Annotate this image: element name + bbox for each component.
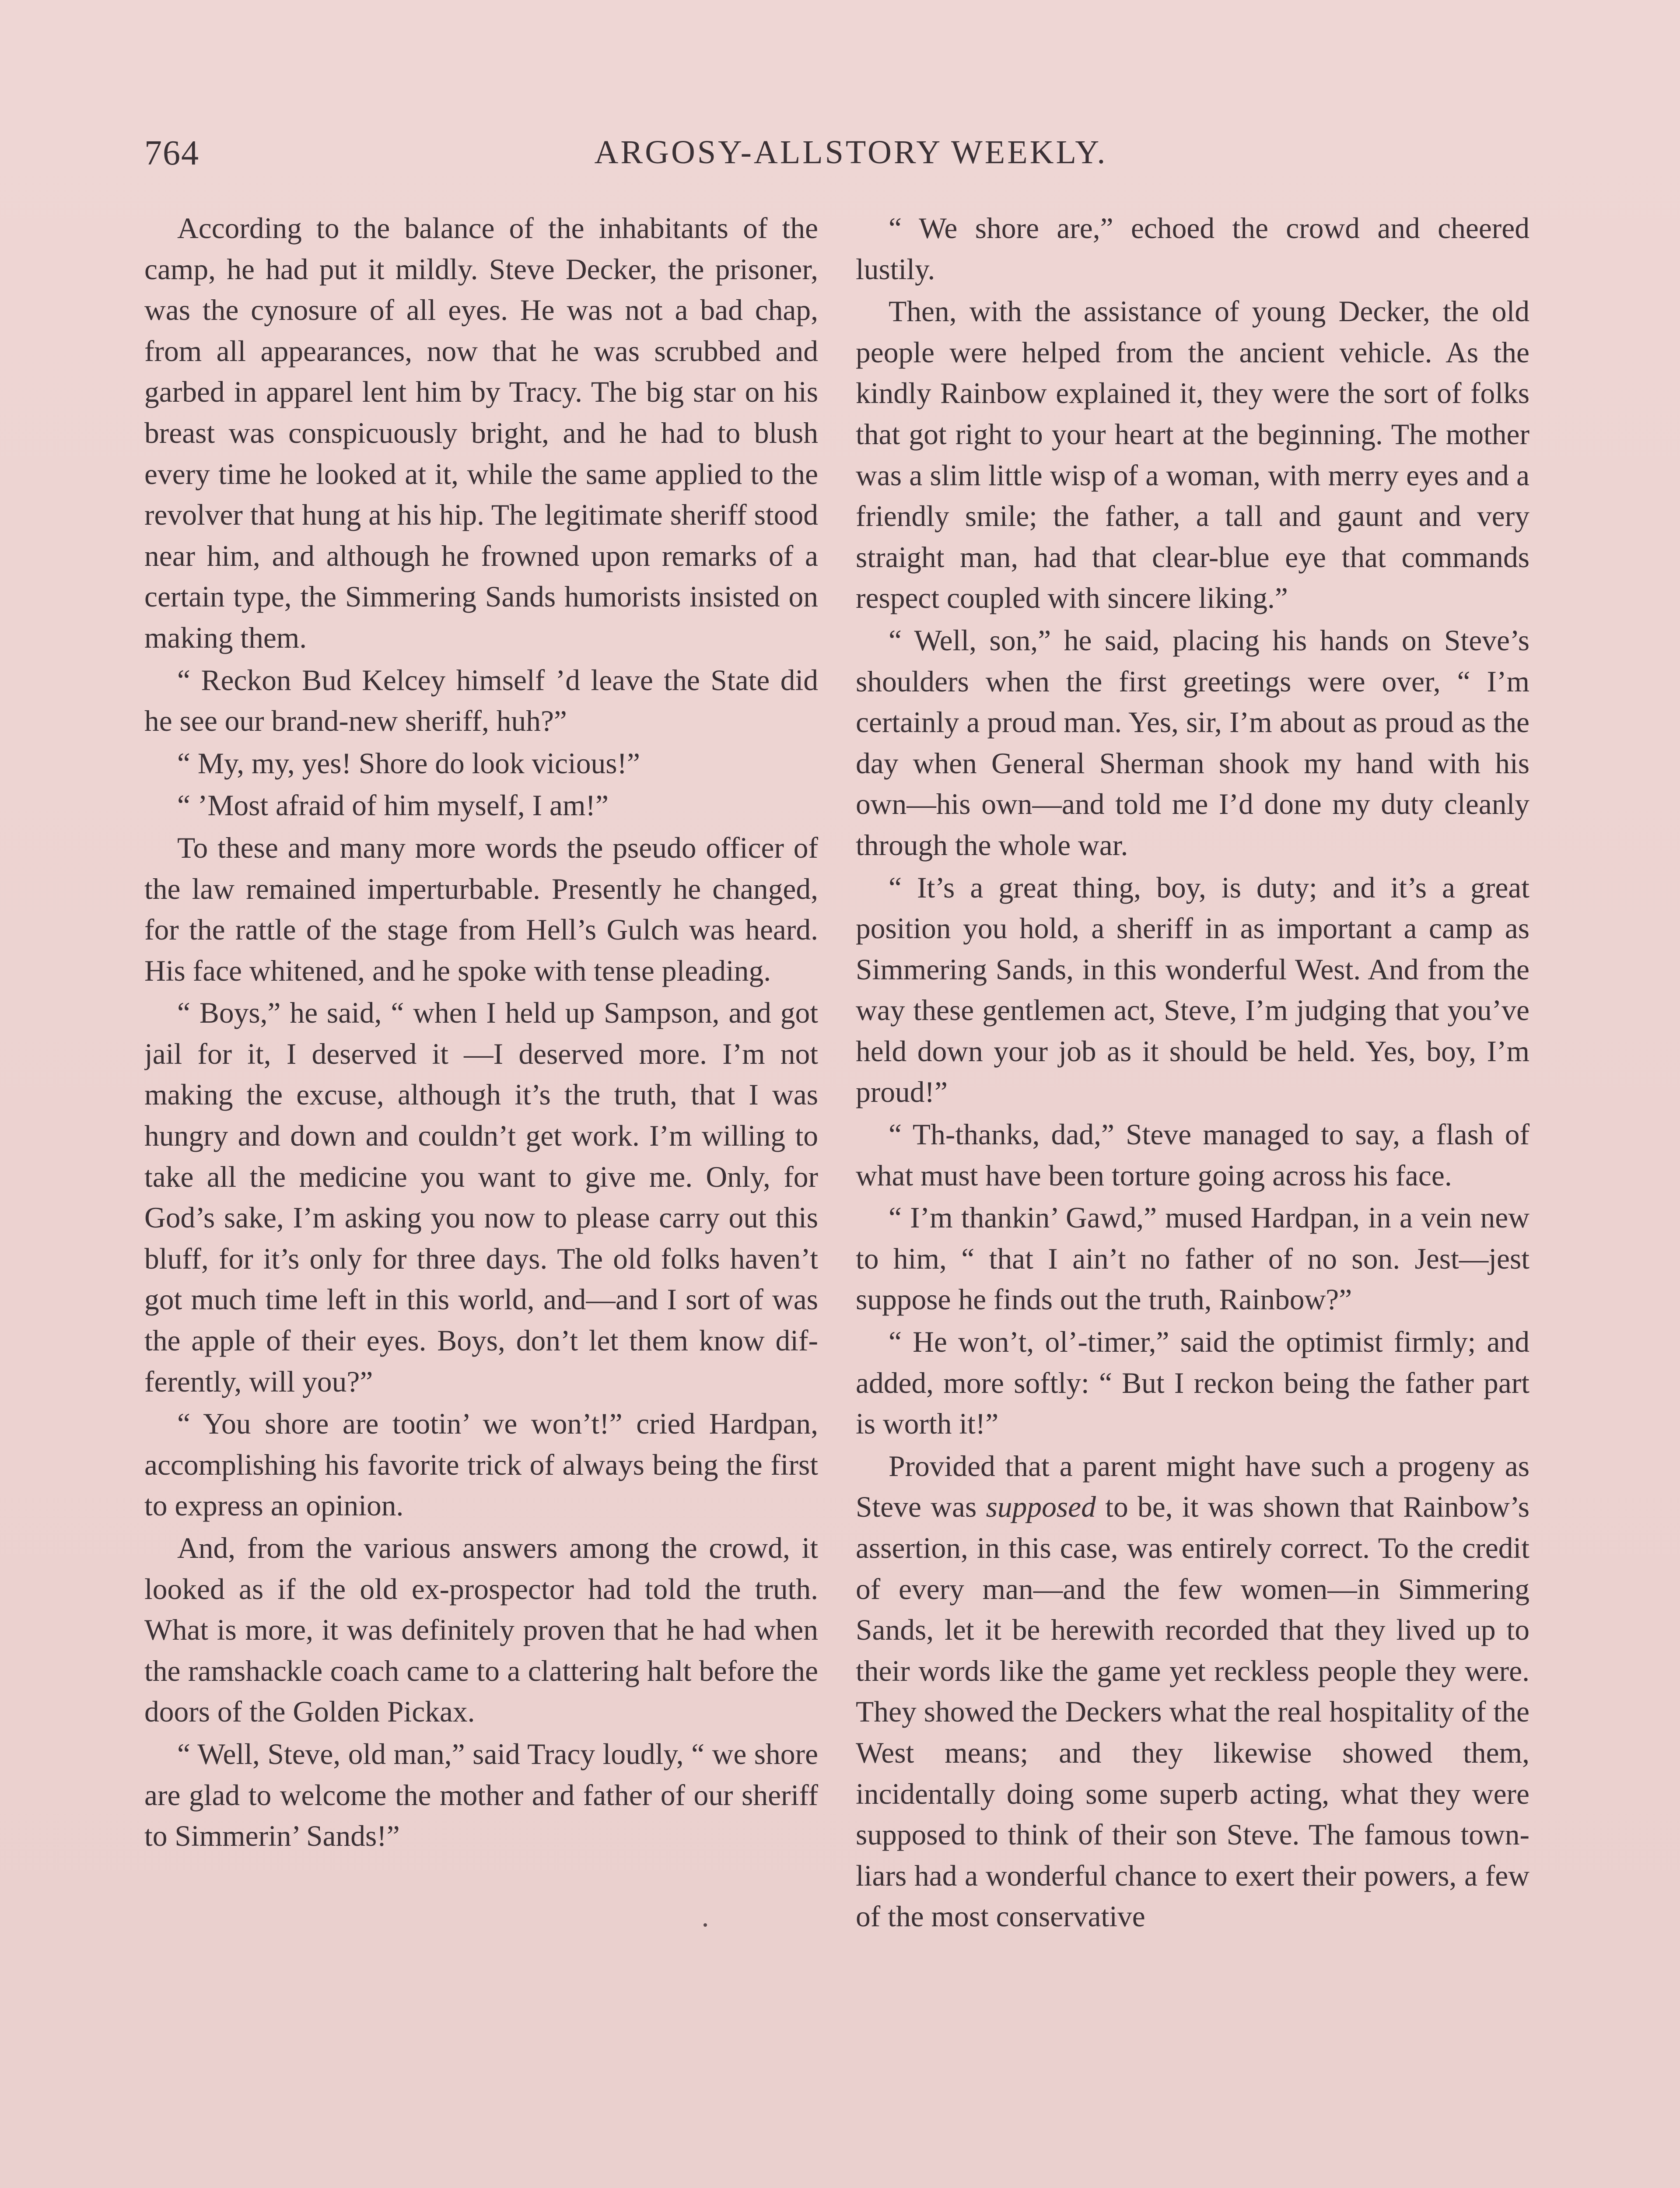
paragraph <box>856 1446 1530 1937</box>
paragraph: Then, with the assistance of young Decker, the old people were helped from the ancient vehicle. As the kindly Rainbow explained it, they were the sort of folks that got right to your heart at the beginning. The mother was a slim little wisp of a woman, with merry eyes and a friendly smile; the father, a tall and gaunt and very straight man, had that clear-blue eye that commands respect coupled with sincere liking.” <box>856 295 1530 615</box>
left-column <box>144 208 818 2188</box>
paragraph: “ Reckon Bud Kelcey himself ’d leave the State did he see our brand-new sheriff, huh?” <box>144 663 818 738</box>
paragraph: “ ’Most afraid of him myself, I am!” <box>177 789 609 822</box>
paragraph: “ My, my, yes! Shore do look vicious!” <box>177 747 640 780</box>
paragraph: “ Boys,” he said, “ when I held up Sampson, and got jail for it, I deserved it —I deserved more. I’m not making the excuse, although it’s the truth, that I was hungry and down and couldn’t get work. I’m willing to take all the medicine you want to give me. Only, for God’s sake, I’m asking you now to please carry out this bluff, for it’s only for three days. The old folks haven’t got much time left in this world, and—and I sort of was the apple of their eyes. Boys, don’t let them know differently, will you?” <box>144 996 818 1398</box>
paragraph: “ We shore are,” echoed the crowd and cheered lustily. <box>856 212 1530 286</box>
page-number: 764 <box>144 134 200 172</box>
paragraph: To these and many more words the pseudo officer of the law remained imperturbable. Presently he changed, for the rattle of the stage from Hell’s Gulch was heard. His face whitened, and he spoke with tense pleading. <box>144 831 818 987</box>
paragraph: According to the balance of the inhabitants of the camp, he had put it mildly. Steve Decker, the prisoner, was the cynosure of all eyes. He was not a bad chap, from all appearances, now that he was scrubbed and garbed in apparel lent him by Tracy. The big star on his breast was conspicuously bright, and he had to blush every time he looked at it, while the same applied to the revolver that hung at his hip. The legitimate sheriff stood near him, and although he frowned upon remarks of a certain type, the Simmering Sands humorists insisted on making them. <box>144 212 818 654</box>
right-column <box>856 208 1530 2188</box>
paragraph: “ Well, Steve, old man,” said Tracy loudly, “ we shore are glad to welcome the mother and father of our sheriff to Simmerin’ Sands!” <box>144 1737 818 1853</box>
paragraph: And, from the various answers among the crowd, it looked as if the old ex-prospector had told the truth. What is more, it was definitely proven that he had when the ramshackle coach came to a clattering halt before the doors of the Golden Pickax. <box>144 1532 818 1729</box>
paragraph: “ Well, son,” he said, placing his hands on Steve’s shoulders when the first greetings were over, “ I’m certainly a proud man. Yes, sir, I’m about as proud as the day when General Sherman shook my hand with his own—his own—and told me I’d done my duty cleanly through the whole war. <box>856 624 1530 862</box>
paragraph: “ It’s a great thing, boy, is duty; and it’s a great position you hold, a sheriff in as important a camp as Simmering Sands, in this wonderful West. And from the way these gentlemen act, Steve, I’m judging that you’ve held down your job as it should be held. Yes, boy, I’m proud!” <box>856 871 1530 1109</box>
paragraph: “ You shore are tootin’ we won’t!” cried Hardpan, accomplishing his favorite trick of always being the first to express an opinion. <box>144 1407 818 1522</box>
paragraph-text: to be, it was shown that Rainbow’s assertion, in this case, was entirely correct. To the credit of every man—and the few women—in Simmering Sands, let it be herewith recorded that they lived up to their words like the game yet reckless people they were. They showed the Deckers what the real hospitality of the West means; and they likewise showed them, incidentally doing some superb acting, what they were supposed to think of their son Steve. The famous town-liars had a wonderful chance to exert their powers, a few of the most conservative <box>856 1490 1530 1933</box>
paragraph: “ I’m thankin’ Gawd,” mused Hardpan, in a vein new to him, “ that I ain’t no father of no son. Jest—jest suppose he finds out the truth, Rainbow?” <box>856 1201 1530 1316</box>
print-speck <box>704 1923 707 1927</box>
running-head: ARGOSY-ALLSTORY WEEKLY. <box>594 134 1108 171</box>
page-header <box>144 125 1558 190</box>
emphasis-text: supposed <box>986 1490 1096 1524</box>
paragraph-text: Provided that a parent might have such a progeny as Steve was <box>856 1449 1530 1524</box>
paragraph: “ He won’t, ol’-timer,” said the optimist firmly; and added, more softly: “ But I reckon being the father part is worth it!” <box>856 1325 1530 1441</box>
paragraph: “ Th-thanks, dad,” Steve managed to say, a flash of what must have been torture going across his face. <box>856 1118 1530 1192</box>
